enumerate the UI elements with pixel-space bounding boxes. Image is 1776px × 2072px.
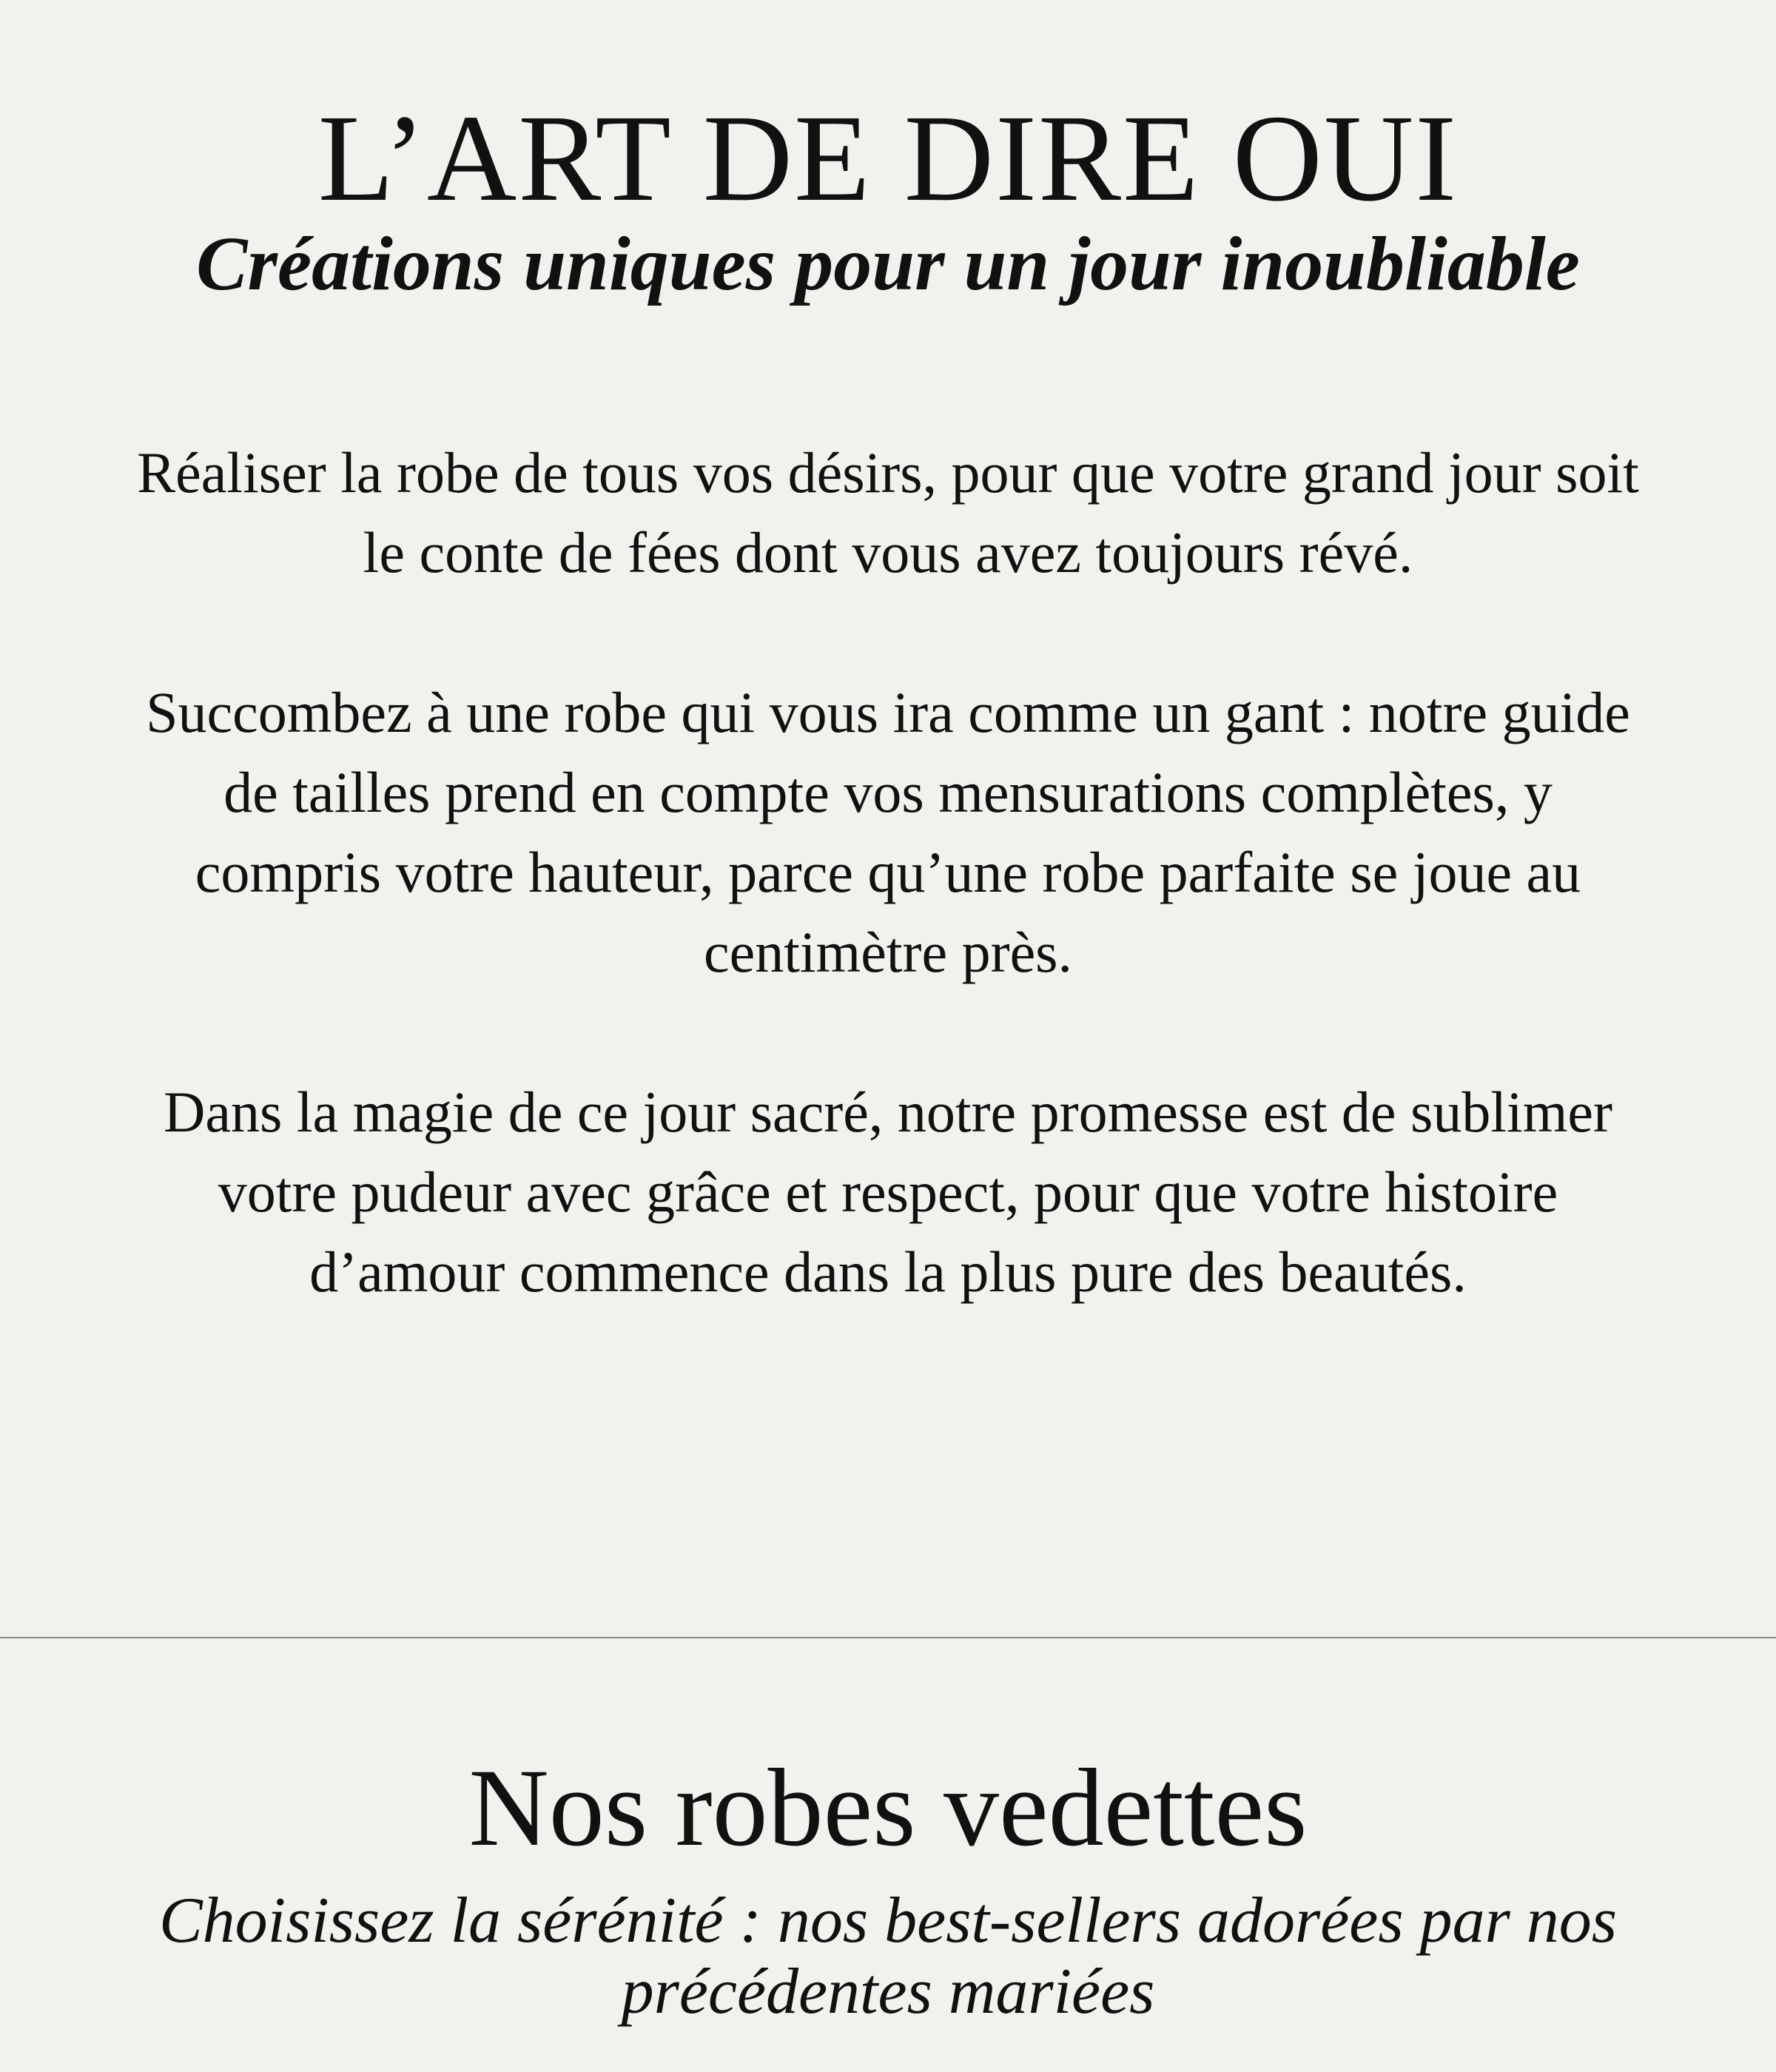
featured-section-title: Nos robes vedettes: [468, 1746, 1308, 1869]
intro-paragraph-3: Dans la magie de ce jour sacré, notre promesse est de sublimer votre pudeur avec grâce et respect, pour que votre histoire d’amour commence dans la plus pure des beautés.: [164, 1080, 1612, 1304]
intro-paragraph-1: Réaliser la robe de tous vos désirs, pour que votre grand jour soit le conte de fées dont vous avez toujours révé.: [137, 440, 1639, 585]
hero-title: L’ART DE DIRE OUI: [317, 90, 1459, 227]
intro-paragraph-2: Succombez à une robe qui vous ira comme un gant : notre guide de tailles prend en compte vos mensurations complètes, y compris votre hauteur, parce qu’une robe parfaite se joue au centimètre près.: [146, 680, 1630, 984]
section-divider: [0, 1637, 1776, 1638]
hero-subtitle: Créations uniques pour un jour inoubliable: [196, 221, 1580, 306]
featured-section-subtitle: Choisissez la sérénité : nos best-sellers adorées par nos précédentes mariées: [158, 1885, 1618, 2028]
intro-text: [133, 433, 1643, 1392]
